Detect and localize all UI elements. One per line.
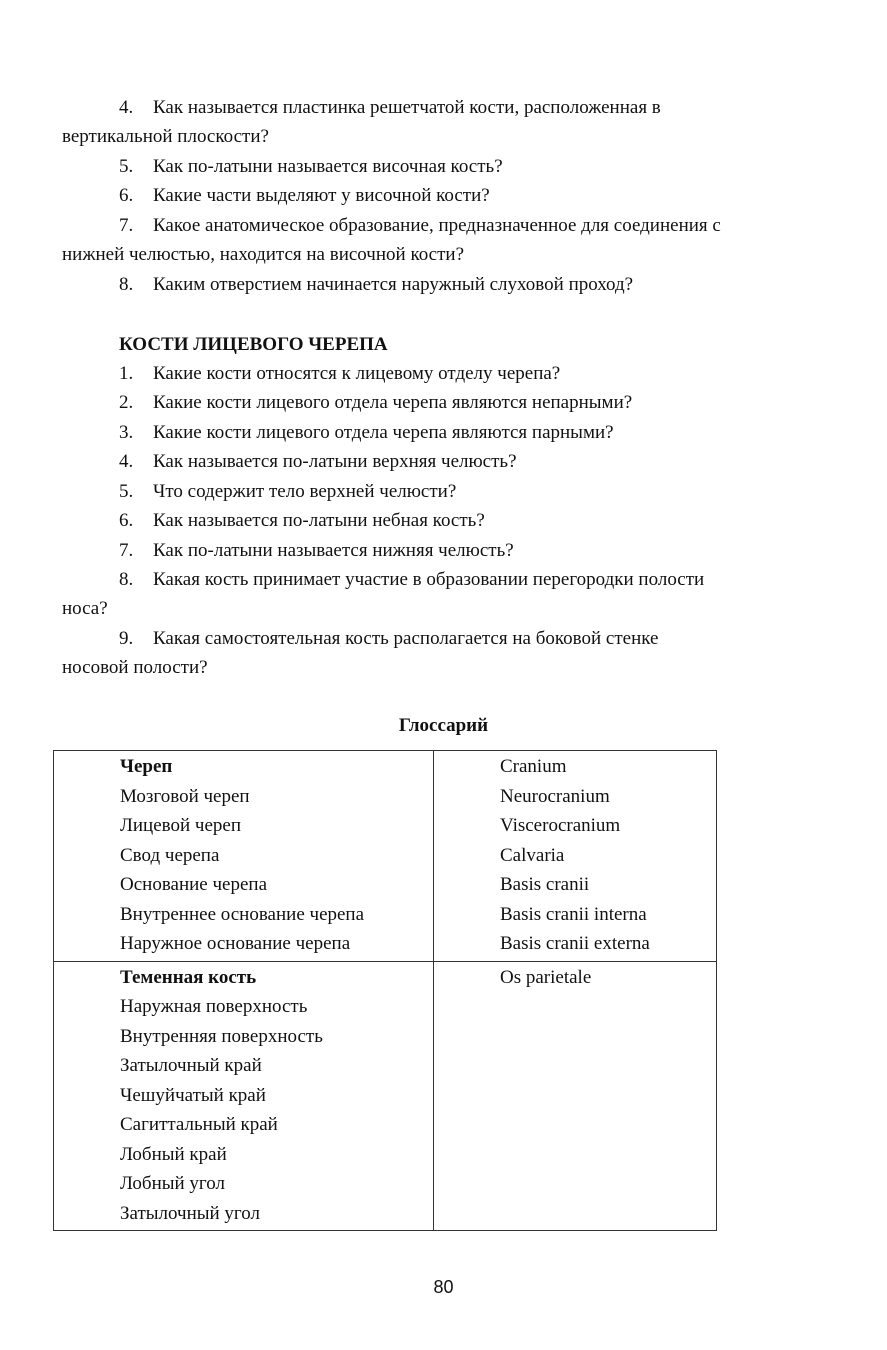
question-item: 9. Какая самостоятельная кость располагается на боковой стенке [119,628,659,649]
question-item: 5. Что содержит тело верхней челюсти? [119,481,457,502]
glossary-term-ru: Теменная кость [120,966,257,988]
glossary-term-ru: Затылочный край [120,1055,262,1076]
glossary-russian-cell [54,751,434,962]
glossary-term-ru: Наружная поверхность [120,996,308,1017]
glossary-term-la: Basis cranii [500,874,590,895]
section-heading: КОСТИ ЛИЦЕВОГО ЧЕРЕПА [119,334,388,355]
glossary-term-la: Calvaria [500,844,565,866]
glossary-latin-cell [434,751,717,962]
question-item: 1. Какие кости относятся к лицевому отделу черепа? [119,363,561,384]
glossary-term-ru: Наружное основание черепа [120,933,351,954]
glossary-term-ru: Череп [120,756,173,777]
glossary-term-la: Neurocranium [500,785,610,807]
question-item: 7. Как по-латыни называется нижняя челюсть? [119,540,514,561]
glossary-term-ru: Лобный край [120,1143,227,1165]
glossary-term-ru: Лобный угол [120,1173,225,1194]
question-item: 7. Какое анатомическое образование, предназначенное для соединения с [119,215,721,236]
glossary-table [53,750,717,1231]
glossary-term-ru: Внутренняя поверхность [120,1025,323,1047]
glossary-term-ru: Затылочный угол [120,1202,260,1224]
question-item: 6. Как называется по-латыни небная кость? [119,510,485,531]
glossary-term-ru: Свод черепа [120,844,220,866]
question-continuation: носа? [62,598,108,619]
page-number: 80 [433,1277,454,1297]
question-item: 4. Как называется по-латыни верхняя челюсть? [119,451,517,472]
glossary-term-la: Basis cranii interna [500,903,647,925]
question-continuation: вертикальной плоскости? [62,126,269,147]
glossary-term-la: Viscerocranium [500,815,621,836]
question-item: 5. Как по-латыни называется височная кость? [119,156,503,177]
question-item: 8. Каким отверстием начинается наружный слуховой проход? [119,274,634,295]
glossary-term-la: Os parietale [500,966,592,988]
question-item: 6. Какие части выделяют у височной кости? [119,185,490,206]
glossary-term-la: Cranium [500,756,567,777]
glossary-term-la: Basis cranii externa [500,933,650,954]
glossary-latin-cell [434,961,717,1231]
question-item: 4. Как называется пластинка решетчатой кости, расположенная в [119,97,661,118]
glossary-row [54,961,717,1231]
question-continuation: нижней челюстью, находится на височной кости? [62,244,465,265]
glossary-term-ru: Чешуйчатый край [120,1084,266,1106]
glossary-russian-cell [54,961,434,1231]
glossary-title: Глоссарий [398,715,489,736]
question-item: 8. Какая кость принимает участие в образовании перегородки полости [119,569,705,590]
glossary-row [54,751,717,962]
glossary-term-ru: Сагиттальный край [120,1114,278,1135]
question-item: 3. Какие кости лицевого отдела черепа являются парными? [119,422,614,443]
glossary-term-ru: Внутреннее основание черепа [120,903,365,925]
glossary-term-ru: Лицевой череп [120,815,242,836]
glossary-term-ru: Основание черепа [120,874,268,895]
glossary-term-ru: Мозговой череп [120,785,250,807]
question-continuation: носовой полости? [62,657,208,678]
question-item: 2. Какие кости лицевого отдела черепа являются непарными? [119,392,633,413]
